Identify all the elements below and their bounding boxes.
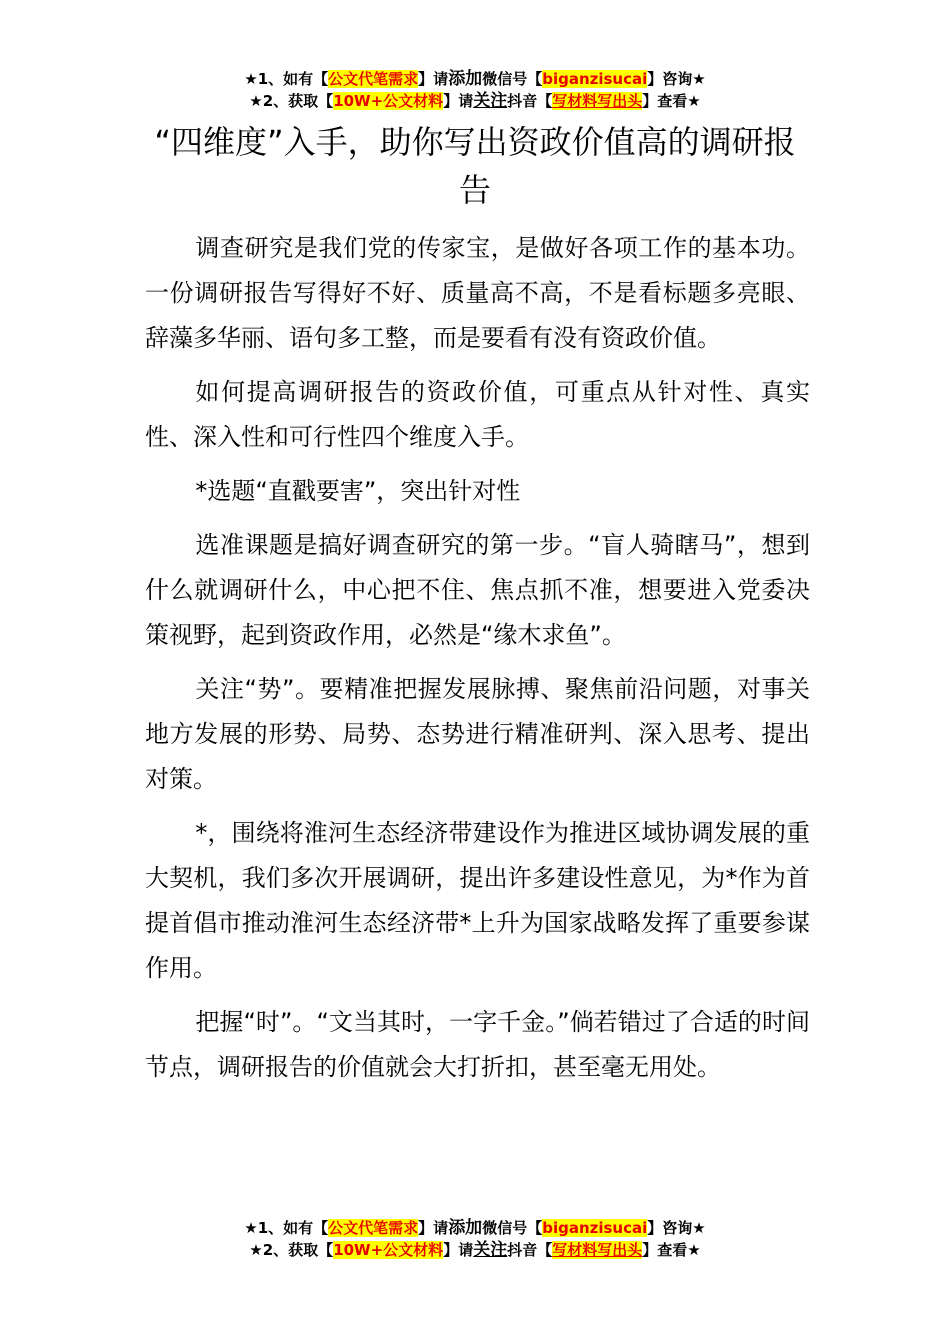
- wechat-id-text: biganzisucai: [542, 1219, 648, 1237]
- paragraph: 调查研究是我们党的传家宝，是做好各项工作的基本功。一份调研报告写得好不好、质量高不高，不是看标题多亮眼、辞藻多华丽、语句多工整，而是要看有没有资政价值。: [145, 234, 810, 352]
- wechat-id-text: biganzisucai: [542, 70, 648, 88]
- header-promo-banner: [0, 68, 950, 112]
- document-title: “四维度”入手，助你写出资政价值高的调研报告: [154, 123, 796, 209]
- footer-promo-banner: [0, 1217, 950, 1261]
- highlight-service-text: 公文代笔需求: [328, 1219, 419, 1237]
- promo-line-1: ★1、如有【公文代笔需求】请添加微信号【biganzisucai】咨询★: [244, 69, 706, 89]
- douyin-account-text: 写材料写出头: [552, 92, 643, 110]
- paragraph: 选准课题是搞好调查研究的第一步。“盲人骑瞎马”，想到什么就调研什么，中心把不住、焦点抓不准，想要进入党委决策视野，起到资政作用，必然是“缘木求鱼”。: [145, 531, 810, 649]
- promo-line-2: ★2、获取【10W+公文材料】请关注抖音【写材料写出头】查看★: [249, 91, 701, 111]
- paragraph: *，围绕将淮河生态经济带建设作为推进区域协调发展的重大契机，我们多次开展调研，提出许多建设性意见，为*作为首提首倡市推动淮河生态经济带*上升为国家战略发挥了重要参谋作用。: [145, 819, 810, 982]
- highlight-service-text: 公文代笔需求: [328, 70, 419, 88]
- section-heading: *选题“直戳要害”，突出针对性: [195, 477, 521, 505]
- highlight-materials-text: 10W+公文材料: [333, 92, 444, 110]
- promo-line-2: ★2、获取【10W+公文材料】请关注抖音【写材料写出头】查看★: [249, 1240, 701, 1260]
- paragraph: 如何提高调研报告的资政价值，可重点从针对性、真实性、深入性和可行性四个维度入手。: [145, 378, 810, 451]
- douyin-account-text: 写材料写出头: [552, 1241, 643, 1259]
- paragraph: 关注“势”。要精准把握发展脉搏、聚焦前沿问题，对事关地方发展的形势、局势、态势进行精准研判、深入思考、提出对策。: [145, 675, 810, 793]
- promo-line-1: ★1、如有【公文代笔需求】请添加微信号【biganzisucai】咨询★: [244, 1218, 706, 1238]
- document-body: [145, 226, 810, 1099]
- paragraph: 把握“时”。“文当其时，一字千金。”倘若错过了合适的时间节点，调研报告的价值就会大打折扣，甚至毫无用处。: [145, 1008, 810, 1081]
- highlight-materials-text: 10W+公文材料: [333, 1241, 444, 1259]
